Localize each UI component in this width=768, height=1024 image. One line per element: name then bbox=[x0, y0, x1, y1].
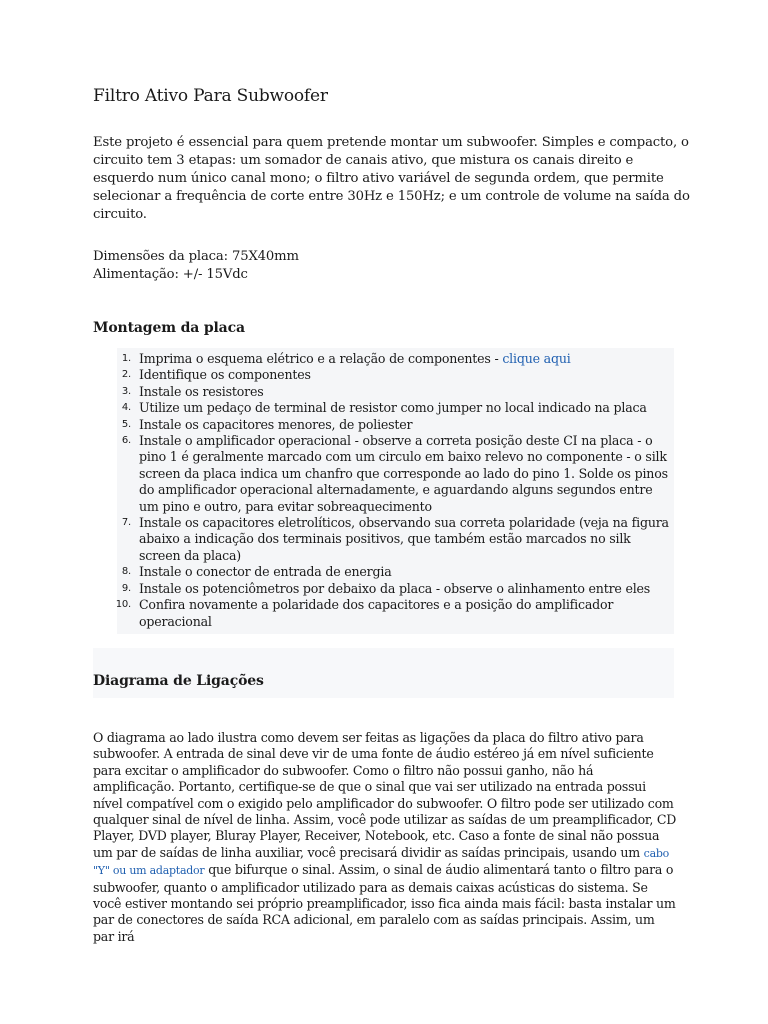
step-text: Instale os capacitores eletrolíticos, observando sua correta polaridade (veja na figura abaixo a indicação dos terminais positivos, que também estão marcados no silk screen da placa) bbox=[139, 515, 669, 563]
list-item bbox=[93, 367, 673, 383]
mounting-steps-list bbox=[93, 351, 673, 630]
power-supply: Alimentação: +/- 15Vdc bbox=[93, 267, 248, 282]
diagram-heading: Diagrama de Ligações bbox=[93, 673, 264, 689]
board-specs bbox=[93, 248, 299, 284]
step-number: 7. bbox=[121, 517, 131, 529]
step-number: 6. bbox=[121, 435, 131, 447]
click-here-link[interactable]: clique aqui bbox=[502, 351, 571, 366]
list-item bbox=[93, 581, 673, 597]
step-number: 10. bbox=[115, 599, 131, 611]
step-text: Imprima o esquema elétrico e a relação de componentes - bbox=[139, 351, 503, 366]
list-item bbox=[93, 515, 673, 564]
list-item bbox=[93, 384, 673, 400]
list-item bbox=[93, 417, 673, 433]
step-number: 9. bbox=[121, 582, 131, 594]
step-text: Identifique os componentes bbox=[139, 367, 311, 383]
list-item bbox=[93, 400, 673, 416]
step-number: 3. bbox=[121, 385, 131, 397]
step-text: Confira novamente a polaridade dos capacitores e a posição do amplificador operacional bbox=[139, 597, 614, 629]
step-number: 1. bbox=[121, 353, 131, 364]
mounting-heading: Montagem da placa bbox=[93, 320, 245, 336]
step-number: 8. bbox=[121, 566, 131, 578]
step-number: 5. bbox=[121, 418, 131, 430]
step-text: Instale o conector de entrada de energia bbox=[139, 564, 392, 580]
board-dimensions: Dimensões da placa: 75X40mm bbox=[93, 249, 299, 264]
step-text: Instale os capacitores menores, de poliester bbox=[139, 416, 413, 432]
step-number: 2. bbox=[121, 369, 131, 381]
diagram-text-part-2: que bifurque o sinal. Assim, o sinal de áudio alimentará tanto o filtro para o subwoofer, quanto o amplificador utilizado para as demais caixas acústicas do sistema. Se você estiver montando sei próprio preamplificador, isso fica ainda mais fácil: basta instalar um par de conectores de saída RCA adicional, em paralelo com as saídas principais. Assim, um par irá bbox=[93, 862, 676, 944]
y-cable-adapter-link[interactable]: cabo "Y" ou um adaptador bbox=[93, 846, 670, 878]
step-text: Instale os resistores bbox=[139, 383, 264, 399]
list-item bbox=[93, 564, 673, 580]
step-text: Utilize um pedaço de terminal de resistor como jumper no local indicado na placa bbox=[139, 400, 647, 416]
list-item bbox=[93, 433, 673, 515]
step-number: 4. bbox=[121, 402, 131, 414]
step-text: Instale os potenciômetros por debaixo da placa - observe o alinhamento entre eles bbox=[139, 580, 651, 596]
diagram-paragraph bbox=[93, 730, 678, 945]
list-item bbox=[93, 351, 673, 367]
list-item bbox=[93, 597, 673, 630]
page-title: Filtro Ativo Para Subwoofer bbox=[93, 86, 328, 106]
intro-paragraph: Este projeto é essencial para quem pretende montar um subwoofer. Simples e compacto, o circuito tem 3 etapas: um somador de canais ativo, que mistura os canais direito e esquerdo num único canal mono; o filtro ativo variável de segunda ordem, que permite selecionar a frequência de corte entre 30Hz e 150Hz; e um controle de volume na saída do circuito. bbox=[93, 135, 690, 222]
step-text: Instale o amplificador operacional - observe a correta posição deste CI na placa - o pino 1 é geralmente marcado com um circulo em baixo relevo no componente - o silk screen da placa indica um chanfro que corresponde ao lado do pino 1. Solde os pinos do amplificador operacional alternadamente, e aguardando alguns segundos entre um pino e outro, para evitar sobreaquecimento bbox=[139, 433, 668, 514]
diagram-text-part-1: O diagrama ao lado ilustra como devem ser feitas as ligações da placa do filtro ativo para subwoofer. A entrada de sinal deve vir de uma fonte de áudio estéreo já em nível suficiente para excitar o amplificador do subwoofer. Como o filtro não possui ganho, não há amplificação. Portanto, certifique-se de que o sinal que vai ser utilizado na entrada possui nível compatível com o exigido pelo amplificador do subwoofer. O filtro pode ser utilizado com qualquer sinal de nível de linha. Assim, você pode utilizar as saídas de um preamplificador, CD Player, DVD player, Bluray Player, Receiver, Notebook, etc. Caso a fonte de sinal não possua um par de saídas de linha auxiliar, você precisará dividir as saídas principais, usando um bbox=[93, 730, 677, 860]
